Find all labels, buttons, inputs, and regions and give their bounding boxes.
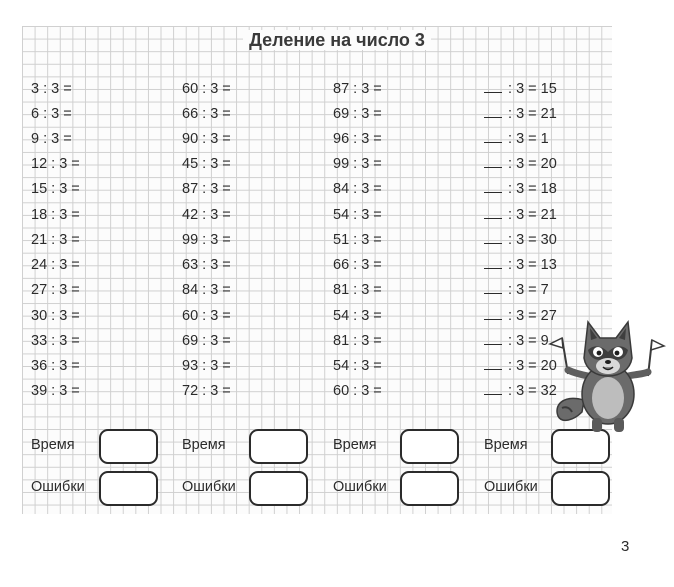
exercise: 99 : 3 = (333, 156, 382, 172)
answer-blank[interactable] (484, 381, 502, 395)
exercise-blank (484, 128, 549, 150)
exercise: 33 : 3 = (31, 333, 80, 349)
exercise-text: : 3 = 13 (508, 257, 557, 273)
answer-blank[interactable] (484, 280, 502, 294)
exercise: 54 : 3 = (333, 308, 382, 324)
page-title-text: Деление на число 3 (243, 30, 431, 50)
exercise: 24 : 3 = (31, 257, 80, 273)
exercise: 42 : 3 = (182, 207, 231, 223)
exercise: 90 : 3 = (182, 131, 231, 147)
exercise: 60 : 3 = (333, 383, 382, 399)
exercise-blank (484, 204, 557, 226)
time-label: Время (333, 437, 377, 453)
exercise-blank (484, 279, 549, 301)
exercise: 66 : 3 = (182, 106, 231, 122)
exercise: 18 : 3 = (31, 207, 80, 223)
errors-box[interactable] (400, 471, 459, 506)
exercise-blank (484, 380, 557, 402)
answer-blank[interactable] (484, 230, 502, 244)
exercise-blank (484, 305, 557, 327)
errors-label: Ошибки (31, 479, 85, 495)
exercise: 84 : 3 = (182, 282, 231, 298)
answer-blank[interactable] (484, 306, 502, 320)
errors-box[interactable] (99, 471, 158, 506)
exercise: 93 : 3 = (182, 358, 231, 374)
exercise: 81 : 3 = (333, 333, 382, 349)
exercise-text: : 3 = 21 (508, 106, 557, 122)
exercise: 30 : 3 = (31, 308, 80, 324)
answer-blank[interactable] (484, 356, 502, 370)
exercise-text: : 3 = 27 (508, 308, 557, 324)
exercise-blank (484, 355, 557, 377)
answer-blank[interactable] (484, 104, 502, 118)
answer-blank[interactable] (484, 255, 502, 269)
exercise: 69 : 3 = (333, 106, 382, 122)
exercise: 99 : 3 = (182, 232, 231, 248)
time-label: Время (484, 437, 528, 453)
exercise-text: : 3 = 1 (508, 131, 549, 147)
exercise: 9 : 3 = (31, 131, 72, 147)
exercise: 15 : 3 = (31, 181, 80, 197)
exercise-text: : 3 = 21 (508, 207, 557, 223)
exercise: 6 : 3 = (31, 106, 72, 122)
errors-label: Ошибки (333, 479, 387, 495)
exercise: 96 : 3 = (333, 131, 382, 147)
exercise-blank (484, 178, 557, 200)
raccoon-with-flags-illustration (548, 308, 668, 436)
answer-blank[interactable] (484, 79, 502, 93)
time-box[interactable] (99, 429, 158, 464)
exercise: 36 : 3 = (31, 358, 80, 374)
exercise: 21 : 3 = (31, 232, 80, 248)
exercise-text: : 3 = 15 (508, 81, 557, 97)
exercise: 45 : 3 = (182, 156, 231, 172)
exercise: 87 : 3 = (333, 81, 382, 97)
exercise: 12 : 3 = (31, 156, 80, 172)
exercise: 63 : 3 = (182, 257, 231, 273)
time-label: Время (182, 437, 226, 453)
exercise-blank (484, 153, 557, 175)
exercise-text: : 3 = 30 (508, 232, 557, 248)
exercise-text: : 3 = 20 (508, 358, 557, 374)
exercise-text: : 3 = 32 (508, 383, 557, 399)
exercise-blank (484, 254, 557, 276)
exercise: 66 : 3 = (333, 257, 382, 273)
errors-box[interactable] (551, 471, 610, 506)
page-title (0, 30, 674, 51)
exercise: 51 : 3 = (333, 232, 382, 248)
exercise: 87 : 3 = (182, 181, 231, 197)
errors-box[interactable] (249, 471, 308, 506)
exercise-text: : 3 = 20 (508, 156, 557, 172)
exercise: 3 : 3 = (31, 81, 72, 97)
errors-label: Ошибки (182, 479, 236, 495)
exercise: 84 : 3 = (333, 181, 382, 197)
exercise: 81 : 3 = (333, 282, 382, 298)
exercise-text: : 3 = 18 (508, 181, 557, 197)
time-box[interactable] (400, 429, 459, 464)
exercise-blank (484, 229, 557, 251)
page-number: 3 (621, 538, 630, 555)
exercise-blank (484, 103, 557, 125)
exercise: 39 : 3 = (31, 383, 80, 399)
exercise: 27 : 3 = (31, 282, 80, 298)
errors-label: Ошибки (484, 479, 538, 495)
exercise: 69 : 3 = (182, 333, 231, 349)
answer-blank[interactable] (484, 154, 502, 168)
time-box[interactable] (249, 429, 308, 464)
exercise: 54 : 3 = (333, 358, 382, 374)
exercise-blank (484, 330, 549, 352)
exercise: 54 : 3 = (333, 207, 382, 223)
time-label: Время (31, 437, 75, 453)
answer-blank[interactable] (484, 205, 502, 219)
exercise: 72 : 3 = (182, 383, 231, 399)
exercise: 60 : 3 = (182, 81, 231, 97)
exercise-blank (484, 78, 557, 100)
answer-blank[interactable] (484, 331, 502, 345)
answer-blank[interactable] (484, 129, 502, 143)
exercise: 60 : 3 = (182, 308, 231, 324)
answer-blank[interactable] (484, 179, 502, 193)
exercise-text: : 3 = 7 (508, 282, 549, 298)
exercise-text: : 3 = 9 (508, 333, 549, 349)
